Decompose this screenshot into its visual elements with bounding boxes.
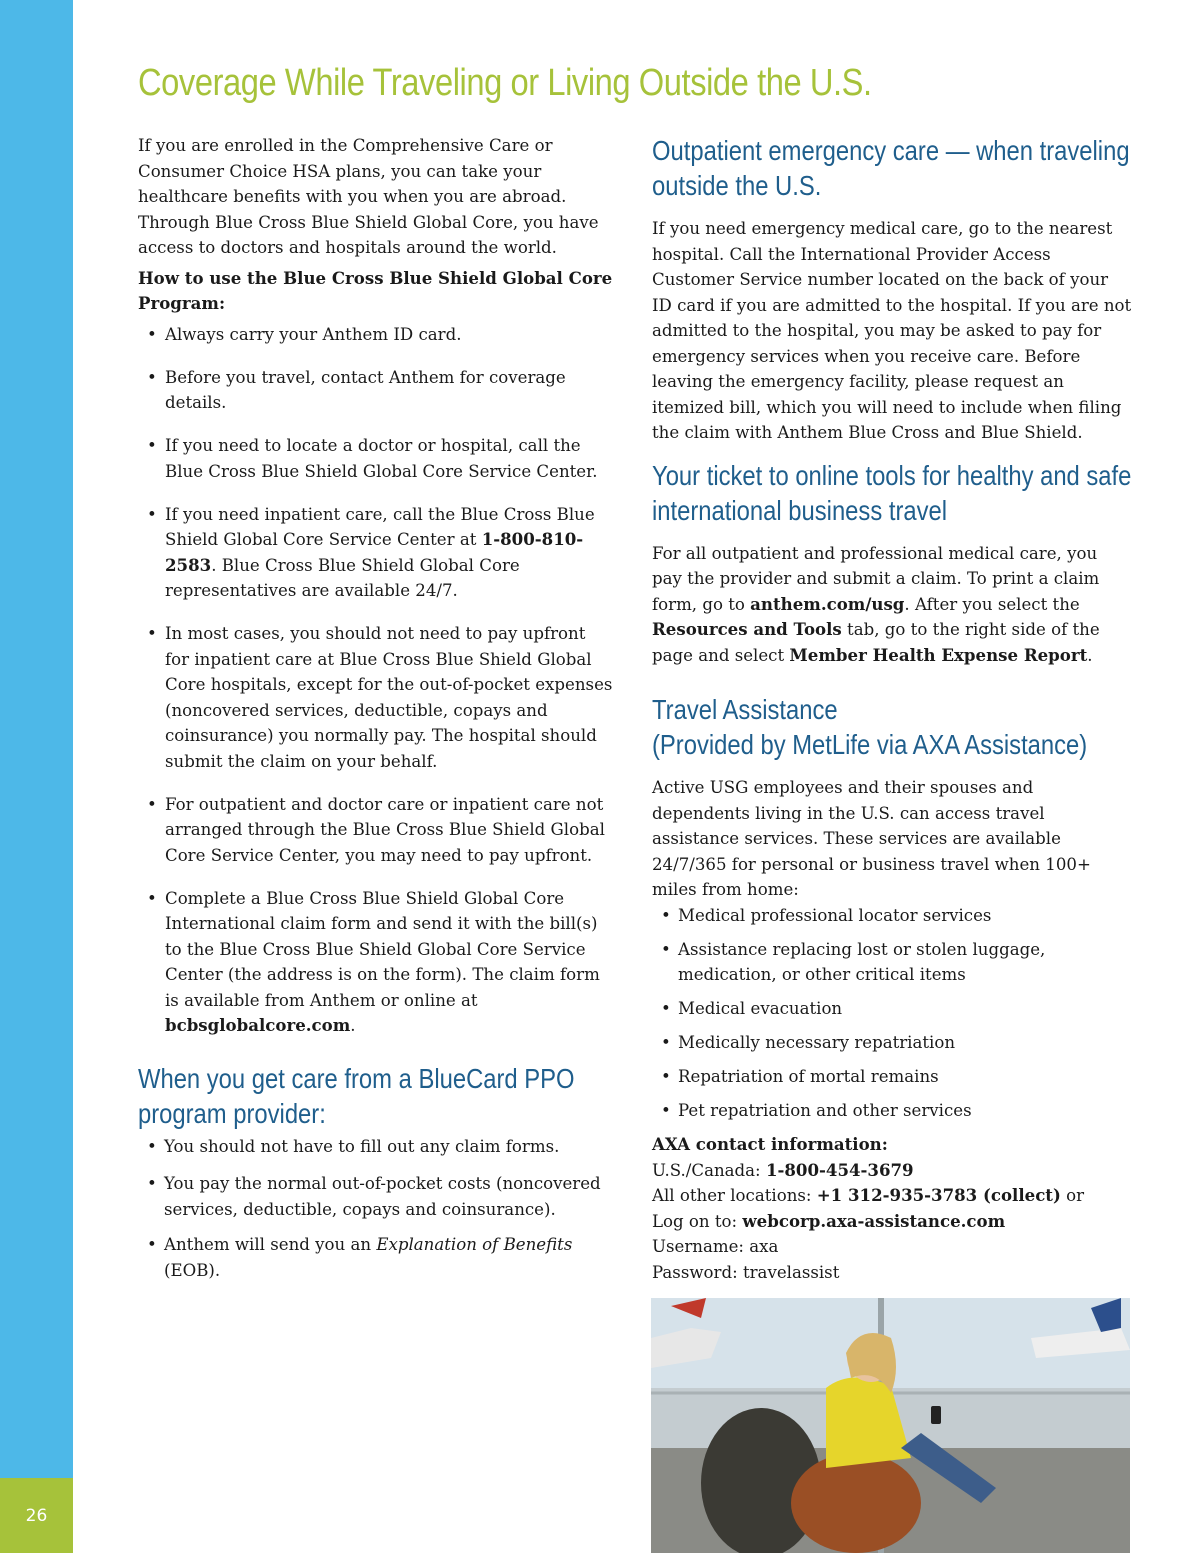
left-column: [138, 133, 613, 1292]
list-item: • Medically necessary repatriation: [652, 1030, 1132, 1056]
list-item: • In most cases, you should not need to pay upfront for inpatient care at Blue Cross Blue Shield Global Core hospitals, except for the out-of-pocket expenses (noncovered services, deductible, copays and coinsurance) you normally pay. The hospital should submit the claim on your behalf.: [138, 621, 613, 774]
emergency-heading: Outpatient emergency care — when traveling: [652, 135, 1130, 166]
list-item: • Before you travel, contact Anthem for coverage details.: [138, 365, 613, 416]
axa-us-line: U.S./Canada: 1-800-454-3679: [652, 1159, 914, 1180]
list-item: • You pay the normal out-of-pocket costs (noncovered services, deductible, copays and coinsurance).: [138, 1171, 613, 1222]
handbag: [791, 1453, 921, 1553]
axa-heading: AXA contact information:: [652, 1134, 888, 1154]
list-item: • If you need to locate a doctor or hospital, call the Blue Cross Blue Shield Global Core Service Center.: [138, 433, 613, 484]
list-item: • For outpatient and doctor care or inpatient care not arranged through the Blue Cross Blue Shield Global Core Service Center, you may need to pay upfront.: [138, 792, 613, 869]
right-column: [652, 133, 1132, 1285]
axa-logon-line: Log on to: webcorp.axa-assistance.com: [652, 1210, 1006, 1231]
service-center-phone: 1-800-810-2583: [165, 529, 584, 575]
list-item: • Medical evacuation: [652, 996, 1132, 1022]
axa-other-phone: +1 312-935-3783 (collect): [816, 1185, 1061, 1205]
list-item: • Repatriation of mortal remains: [652, 1064, 1132, 1090]
list-item: • Medical professional locator services: [652, 903, 1132, 929]
resources-tools-label: Resources and Tools: [652, 619, 842, 639]
bluecard-heading: When you get care from a BlueCard PPO: [138, 1062, 575, 1094]
photo-illustration: [651, 1298, 1130, 1553]
list-item: • Pet repatriation and other services: [652, 1098, 1132, 1124]
list-item: • If you need inpatient care, call the Blue Cross Blue Shield Global Core Service Center at 1-800-810-2583. Blue Cross Blue Shield Global Core representatives are available 24/7.: [138, 502, 613, 604]
howto-heading: How to use the Blue Cross Blue Shield Global Core Program:: [138, 267, 613, 313]
anthem-link[interactable]: anthem.com/usg: [750, 593, 905, 614]
travel-paragraph: Active USG employees and their spouses and dependents living in the U.S. can access travel assistance services. These services are available 24/7/365 for personal or business travel when 100+ miles from home:: [652, 778, 1091, 899]
traveler-airport-photo: [651, 1298, 1130, 1553]
emergency-heading-line2: outside the U.S.: [652, 170, 822, 201]
axa-site-link[interactable]: webcorp.axa-assistance.com: [742, 1210, 1006, 1231]
axa-password: Password: travelassist: [652, 1262, 840, 1282]
ticket-heading-line2: international business travel: [652, 494, 948, 526]
axa-contact-block: [652, 1132, 1132, 1285]
ticket-paragraph: For all outpatient and professional medical care, you pay the provider and submit a claim. To print a claim form, go to anthem.com/usg. After you select the Resources and Tools tab, go to the right side of the page and select Member Health Expense Report.: [652, 543, 1100, 665]
page-number: 26: [0, 1478, 73, 1553]
travel-heading-line2: (Provided by MetLife via AXA Assistance): [652, 729, 1088, 760]
phone: [931, 1406, 941, 1424]
sidebar-bar: [0, 0, 73, 1478]
list-item: • Anthem will send you an Explanation of Benefits (EOB).: [138, 1232, 613, 1283]
bcbs-link[interactable]: bcbsglobalcore.com: [165, 1015, 351, 1035]
ticket-heading: Your ticket to online tools for healthy and safe: [652, 459, 1132, 491]
emergency-paragraph: If you need emergency medical care, go to the nearest hospital. Call the International Provider Access Customer Service number located on the back of your ID card if you are admitted to the hospital. If you are not admitted to the hospital, you may be asked to pay for emergency services when you receive care. Before leaving the emergency facility, please request an itemized bill, which you will need to include when filing the claim with Anthem Blue Cross and Blue Shield.: [652, 219, 1132, 442]
howto-list: [138, 322, 613, 1039]
travel-heading: Travel Assistance: [652, 694, 838, 725]
services-list: [652, 903, 1132, 1124]
list-item: • Complete a Blue Cross Blue Shield Global Core International claim form and send it with the bill(s) to the Blue Cross Blue Shield Global Core Service Center (the address is on the form). The claim form is available from Anthem or online at bcbsglobalcore.com.: [138, 886, 613, 1039]
axa-username: Username: axa: [652, 1237, 779, 1256]
list-item: • Always carry your Anthem ID card.: [138, 322, 613, 348]
intro-paragraph: If you are enrolled in the Comprehensive Care or Consumer Choice HSA plans, you can take your healthcare benefits with you when you are abroad. Through Blue Cross Blue Shield Global Core, you have access to doctors and hospitals around the world.: [138, 136, 599, 257]
page-title: Coverage While Traveling or Living Outside the U.S.: [138, 62, 872, 104]
list-item: • You should not have to fill out any claim forms.: [138, 1134, 613, 1160]
list-item: • Assistance replacing lost or stolen luggage, medication, or other critical items: [652, 937, 1132, 988]
expense-report-label: Member Health Expense Report: [789, 644, 1088, 665]
axa-other-line: All other locations: +1 312-935-3783 (collect) or: [652, 1185, 1085, 1205]
axa-us-phone: 1-800-454-3679: [765, 1159, 914, 1180]
bluecard-list: [138, 1134, 613, 1284]
bluecard-heading-line2: program provider:: [138, 1097, 326, 1129]
